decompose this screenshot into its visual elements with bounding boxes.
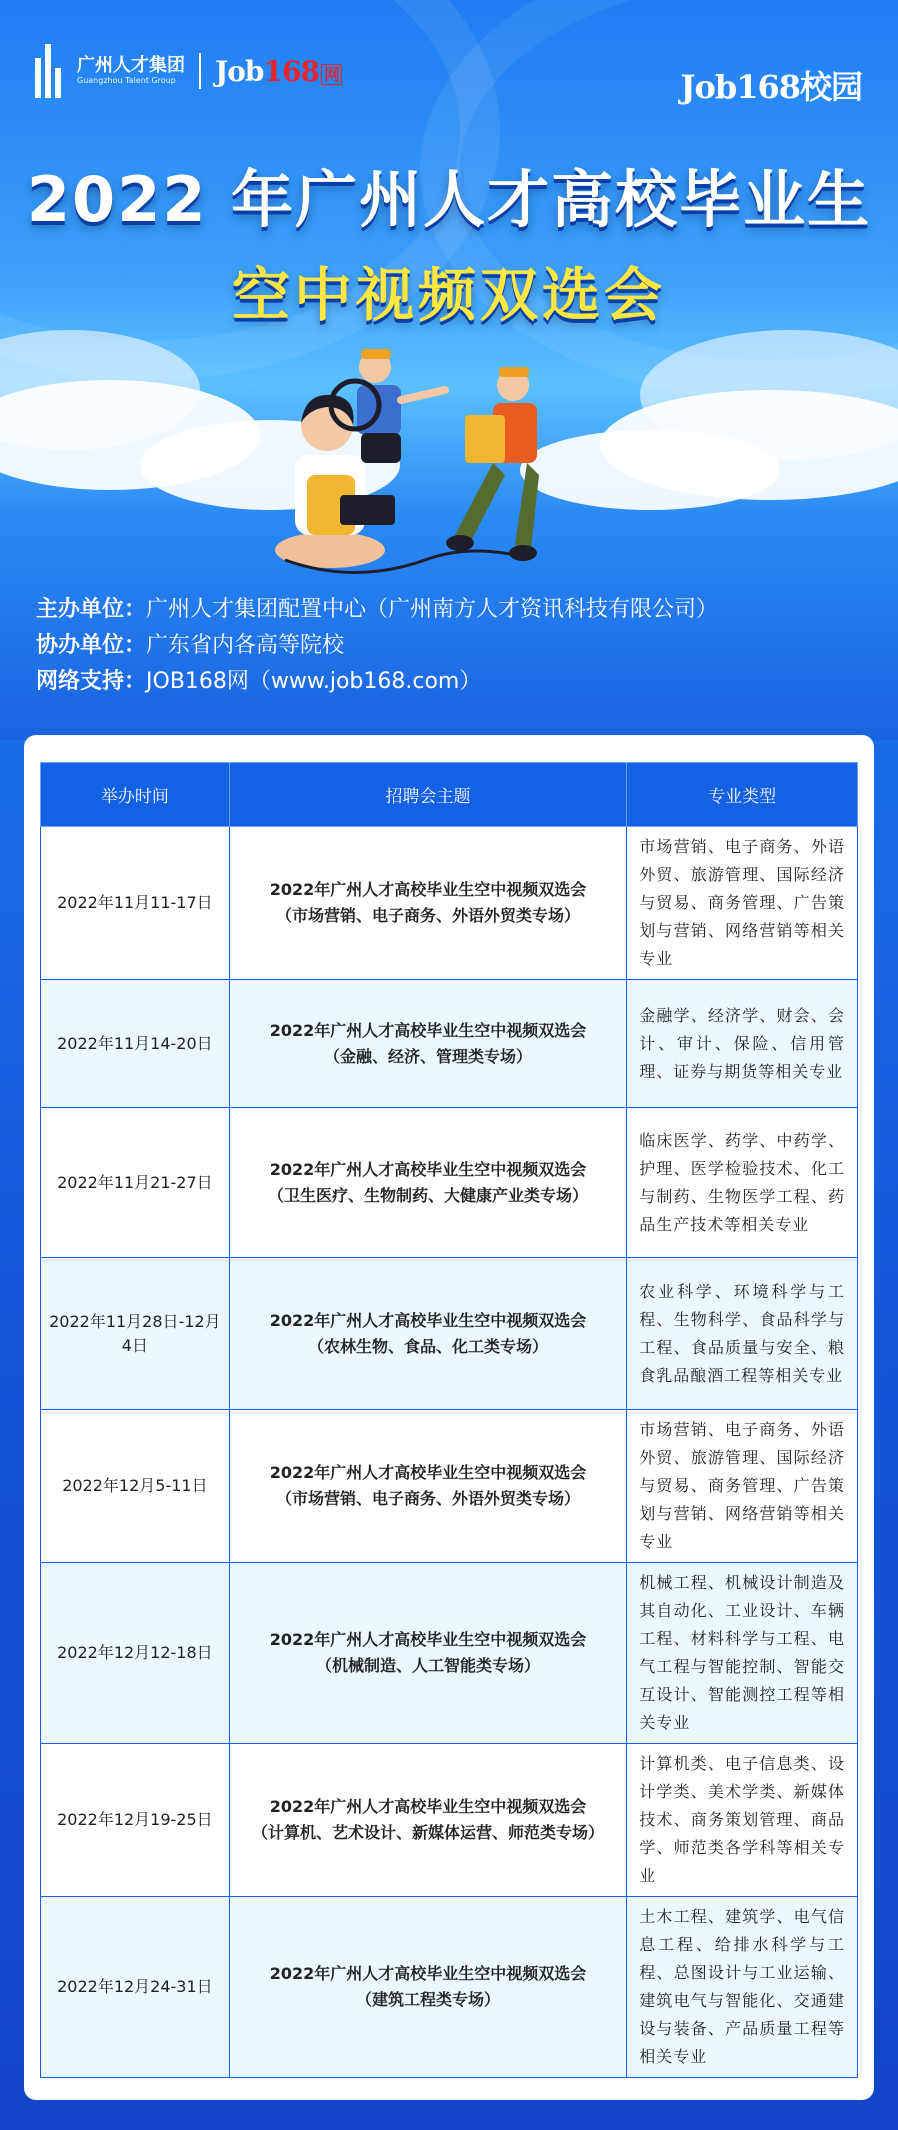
row-major: 金融学、经济学、财会、会计、审计、保险、信用管理、证券与期货等相关专业 (627, 980, 858, 1108)
logo-cn-text: 广州人才集团 (77, 55, 185, 76)
row-date: 2022年12月5-11日 (41, 1410, 230, 1563)
students-illustration (265, 345, 595, 585)
table-row (41, 827, 858, 980)
row-topic: 2022年广州人才高校毕业生空中视频双选会 （建筑工程类专场） (229, 1897, 626, 2078)
row-topic: 2022年广州人才高校毕业生空中视频双选会 （卫生医疗、生物制药、大健康产业类专场） (229, 1108, 626, 1258)
row-date: 2022年11月28日-12月4日 (41, 1258, 230, 1410)
row-major: 计算机类、电子信息类、设计学类、美术学类、新媒体技术、商务策划管理、商品学、师范类各学科等相关专业 (627, 1744, 858, 1897)
job168-logo: Job168 网 (215, 55, 342, 88)
organizer-network: 网络支持：JOB168网（www.job168.com） (36, 669, 482, 694)
job168-campus-logo: Job168校园 (680, 68, 862, 106)
row-topic: 2022年广州人才高校毕业生空中视频双选会 （计算机、艺术设计、新媒体运营、师范类专场） (229, 1744, 626, 1897)
table-row (41, 1108, 858, 1258)
row-major: 临床医学、药学、中药学、护理、医学检验技术、化工与制药、生物医学工程、药品生产技术等相关专业 (627, 1108, 858, 1258)
row-date: 2022年12月12-18日 (41, 1563, 230, 1744)
table-row (41, 1563, 858, 1744)
row-major: 市场营销、电子商务、外语外贸、旅游管理、国际经济与贸易、商务管理、广告策划与营销、网络营销等相关专业 (627, 1410, 858, 1563)
logo-separator (199, 53, 201, 89)
row-topic: 2022年广州人才高校毕业生空中视频双选会 （市场营销、电子商务、外语外贸类专场） (229, 827, 626, 980)
table-row (41, 980, 858, 1108)
header-major: 专业类型 (627, 763, 858, 827)
table-row (41, 1410, 858, 1563)
organizer-co: 协办单位：广东省内各高等院校 (36, 633, 345, 658)
row-topic: 2022年广州人才高校毕业生空中视频双选会 （机械制造、人工智能类专场） (229, 1563, 626, 1744)
table-header-row (41, 763, 858, 827)
organizer-host: 主办单位：广州人才集团配置中心（广州南方人才资讯科技有限公司） (36, 597, 719, 622)
row-date: 2022年11月21-27日 (41, 1108, 230, 1258)
row-major: 土木工程、建筑学、电气信息工程、给排水科学与工程、总图设计与工业运输、建筑电气与智能化、交通建设与装备、产品质量工程等相关专业 (627, 1897, 858, 2078)
organizers-block (36, 592, 718, 700)
sub-title: 空中视频双选会 (231, 261, 666, 329)
row-date: 2022年11月11-17日 (41, 827, 230, 980)
table-row (41, 1897, 858, 2078)
schedule-table (40, 762, 858, 2078)
guangzhou-talent-logo (33, 44, 342, 98)
table-row (41, 1258, 858, 1410)
row-date: 2022年12月24-31日 (41, 1897, 230, 2078)
main-title: 2022 年广州人才高校毕业生 (26, 163, 872, 236)
hero-banner (0, 0, 898, 740)
header-date: 举办时间 (41, 763, 230, 827)
row-date: 2022年12月19-25日 (41, 1744, 230, 1897)
row-date: 2022年11月14-20日 (41, 980, 230, 1108)
schedule-card (24, 735, 874, 2100)
talent-group-logo-icon (33, 44, 67, 98)
header-topic: 招聘会主题 (229, 763, 626, 827)
table-row (41, 1744, 858, 1897)
row-topic: 2022年广州人才高校毕业生空中视频双选会 （市场营销、电子商务、外语外贸类专场） (229, 1410, 626, 1563)
row-major: 农业科学、环境科学与工程、生物科学、食品科学与工程、食品质量与安全、粮食乳品酿酒工程等相关专业 (627, 1258, 858, 1410)
row-major: 机械工程、机械设计制造及其自动化、工业设计、车辆工程、材料科学与工程、电气工程与智能控制、智能交互设计、智能测控工程等相关专业 (627, 1563, 858, 1744)
row-topic: 2022年广州人才高校毕业生空中视频双选会 （农林生物、食品、化工类专场） (229, 1258, 626, 1410)
row-topic: 2022年广州人才高校毕业生空中视频双选会 （金融、经济、管理类专场） (229, 980, 626, 1108)
row-major: 市场营销、电子商务、外语外贸、旅游管理、国际经济与贸易、商务管理、广告策划与营销、网络营销等相关专业 (627, 827, 858, 980)
logo-en-text: Guangzhou Talent Group (77, 76, 176, 85)
